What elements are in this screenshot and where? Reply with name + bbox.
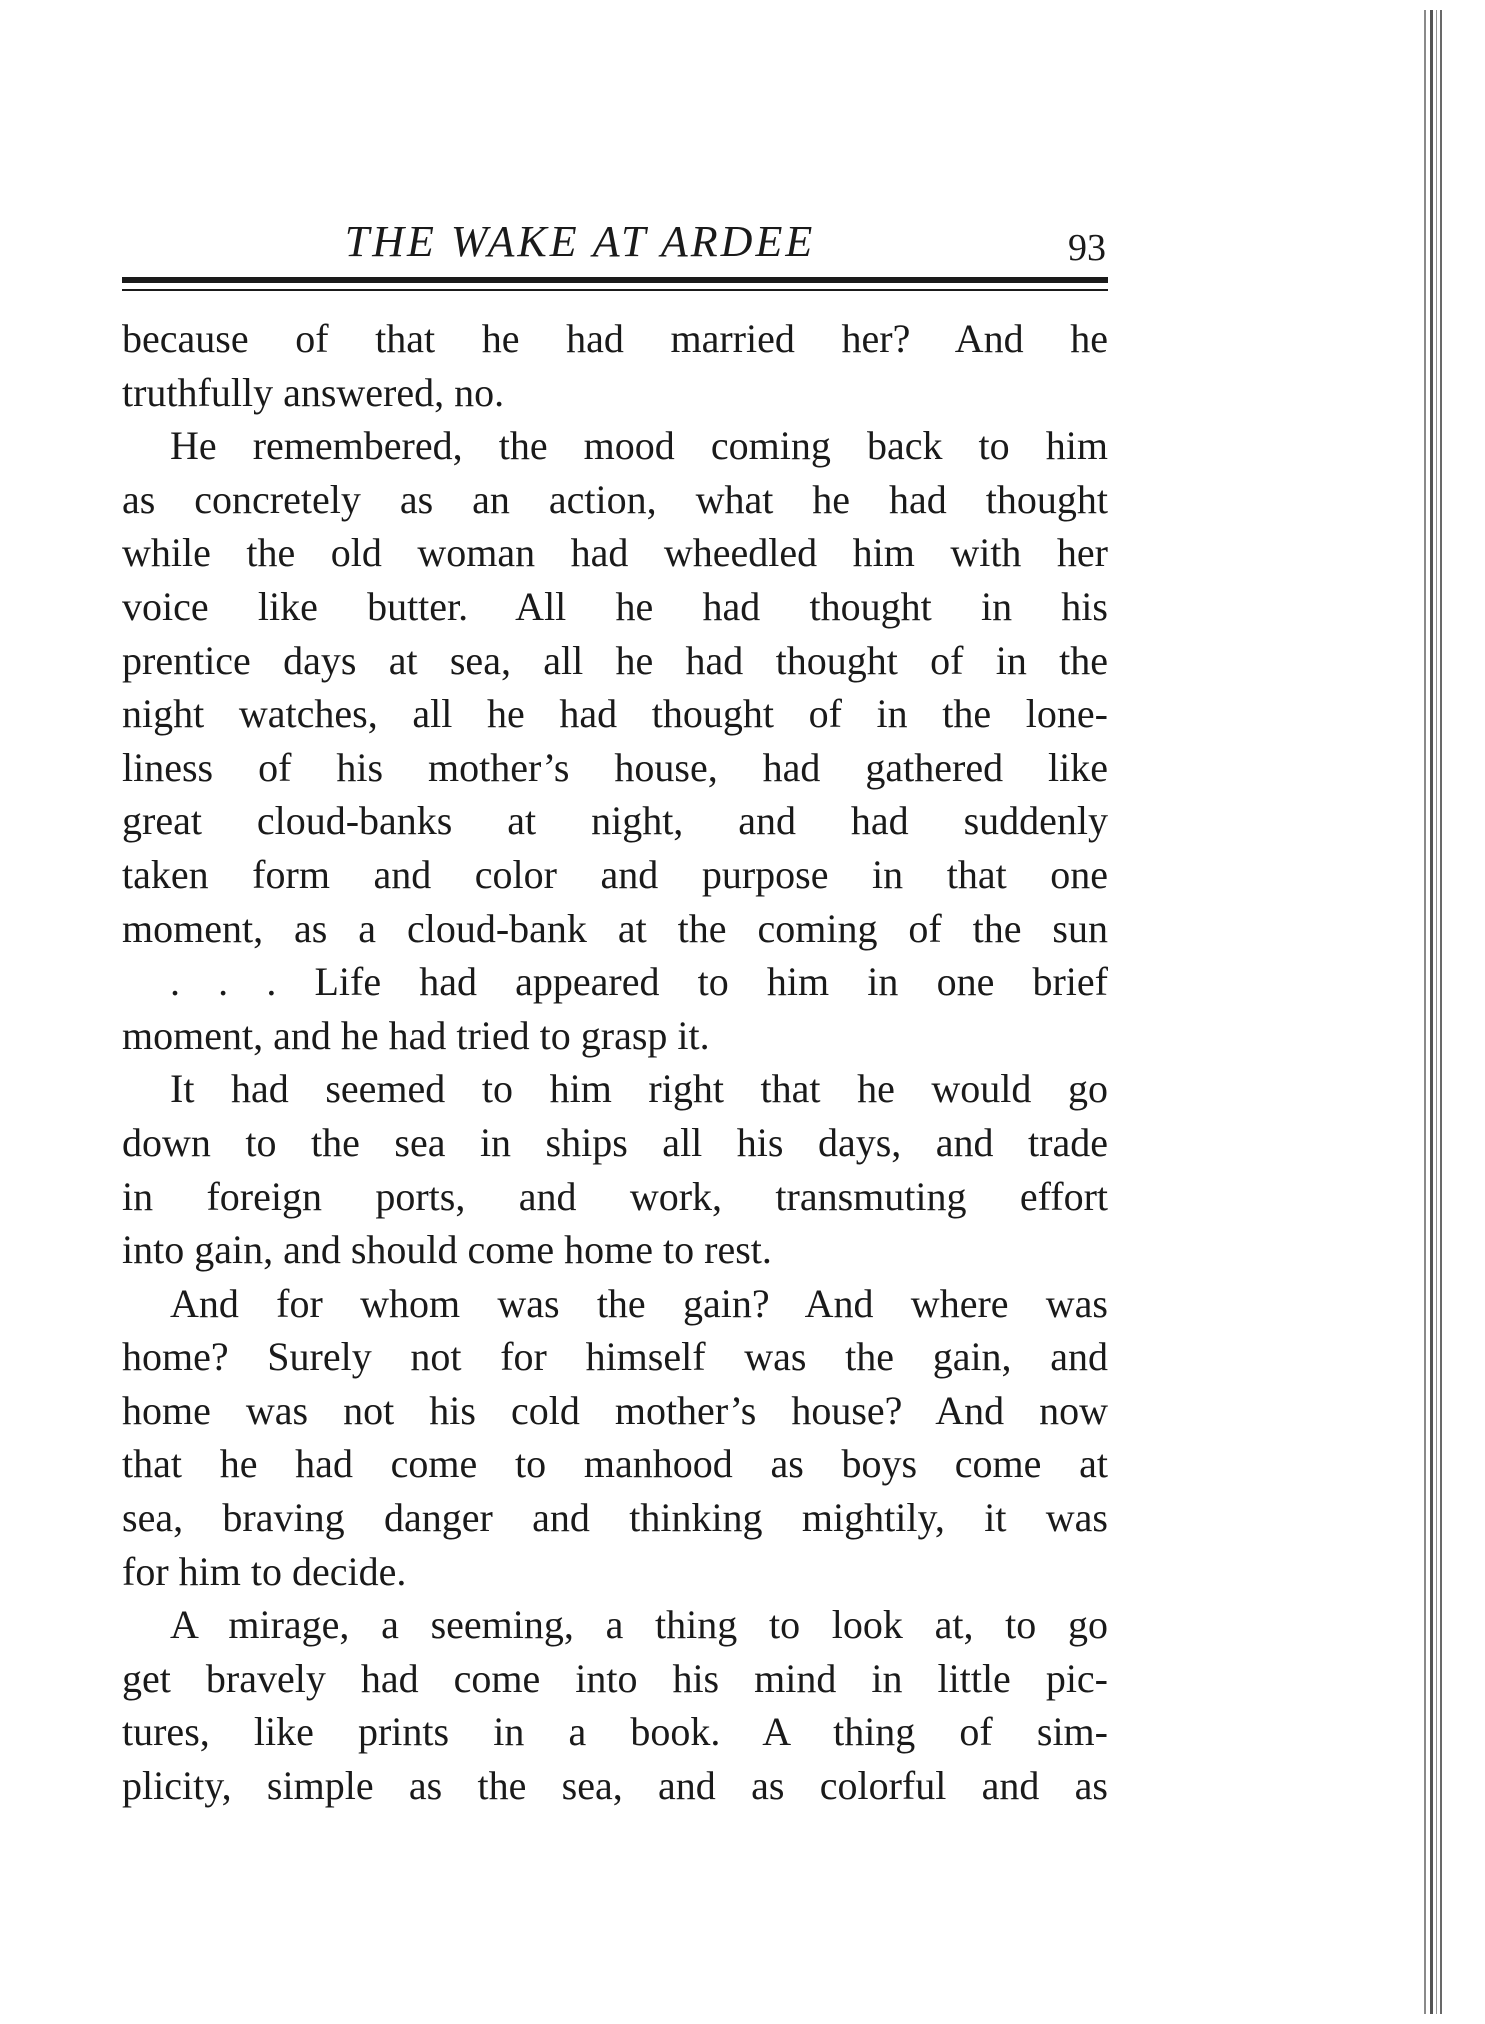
- text-line: while the old woman had wheedled him with her: [122, 530, 1108, 576]
- header-rule-thick: [122, 277, 1108, 283]
- page-header: [122, 212, 1108, 272]
- text-line: get bravely had come into his mind in little pic-: [122, 1655, 1108, 1701]
- text-line: for him to decide.: [122, 1548, 407, 1594]
- page-number: 93: [1068, 227, 1106, 269]
- text-line: great cloud-banks at night, and had suddenly: [122, 798, 1108, 844]
- text-line: It had seemed to him right that he would go: [170, 1066, 1108, 1112]
- page-edge-shadow: [1420, 10, 1450, 2014]
- text-line: sea, braving danger and thinking mightily, it was: [122, 1495, 1108, 1541]
- text-line: voice like butter. All he had thought in his: [122, 583, 1108, 629]
- text-line: . . . Life had appeared to him in one brief: [170, 959, 1108, 1005]
- text-line: moment, as a cloud-bank at the coming of the sun: [122, 905, 1108, 951]
- text-line: in foreign ports, and work, transmuting effort: [122, 1173, 1108, 1219]
- text-line: moment, and he had tried to grasp it.: [122, 1012, 710, 1058]
- text-line: as concretely as an action, what he had thought: [122, 476, 1108, 522]
- text-line: truthfully answered, no.: [122, 369, 505, 415]
- text-line: home was not his cold mother’s house? And now: [122, 1387, 1108, 1433]
- text-line: A mirage, a seeming, a thing to look at, to go: [170, 1602, 1108, 1648]
- text-line: tures, like prints in a book. A thing of sim-: [122, 1709, 1108, 1755]
- text-line: because of that he had married her? And he: [122, 316, 1108, 361]
- text-line: that he had come to manhood as boys come at: [122, 1441, 1108, 1487]
- text-line: home? Surely not for himself was the gain, and: [122, 1334, 1108, 1380]
- text-line: into gain, and should come home to rest.: [122, 1227, 772, 1273]
- text-line: He remembered, the mood coming back to him: [170, 423, 1108, 469]
- text-line: prentice days at sea, all he had thought of in the: [122, 637, 1108, 683]
- running-title: THE WAKE AT ARDEE: [344, 217, 816, 266]
- body-text: [122, 312, 1108, 1813]
- text-line: plicity, simple as the sea, and as colorful and as: [122, 1763, 1108, 1809]
- header-rule-thin: [122, 289, 1108, 291]
- text-line: down to the sea in ships all his days, and trade: [122, 1119, 1108, 1165]
- text-line: night watches, all he had thought of in the lone-: [122, 691, 1108, 737]
- text-line: And for whom was the gain? And where was: [170, 1280, 1108, 1326]
- text-line: liness of his mother’s house, had gathered like: [122, 744, 1108, 790]
- text-line: taken form and color and purpose in that one: [122, 851, 1108, 897]
